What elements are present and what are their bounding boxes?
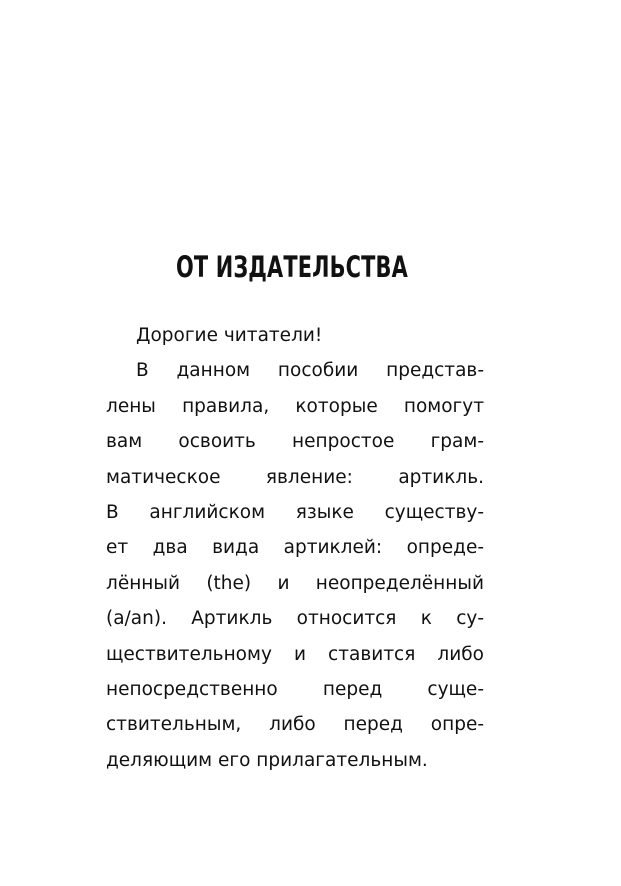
paragraph-line: деляющим его прилагательным. — [106, 749, 428, 771]
paragraph-line: ществительному и ставится либо — [106, 643, 484, 665]
paragraph-line: непосредственно перед суще- — [106, 679, 484, 701]
paragraph-line: лены правила, которые помогут — [106, 395, 484, 417]
paragraph-line: ет два вида артиклей: опреде- — [106, 537, 484, 559]
paragraph-line: вам освоить непростое грам- — [106, 431, 484, 453]
paragraph-line: В данном пособии представ- — [136, 360, 484, 382]
body-text — [106, 318, 484, 778]
paragraph-line: (a/an). Артикль относится к су- — [106, 608, 484, 630]
greeting-line: Дорогие читатели! — [136, 325, 323, 346]
section-heading: ОТ ИЗДАТЕЛЬСТВА — [176, 250, 408, 284]
paragraph-line: матическое явление: артикль. — [106, 466, 484, 488]
paragraph-line: лённый (the) и неопределённый — [106, 572, 484, 594]
paragraph-line: ствительным, либо перед опре- — [106, 714, 484, 736]
paragraph-line: В английском языке существу- — [106, 502, 484, 524]
